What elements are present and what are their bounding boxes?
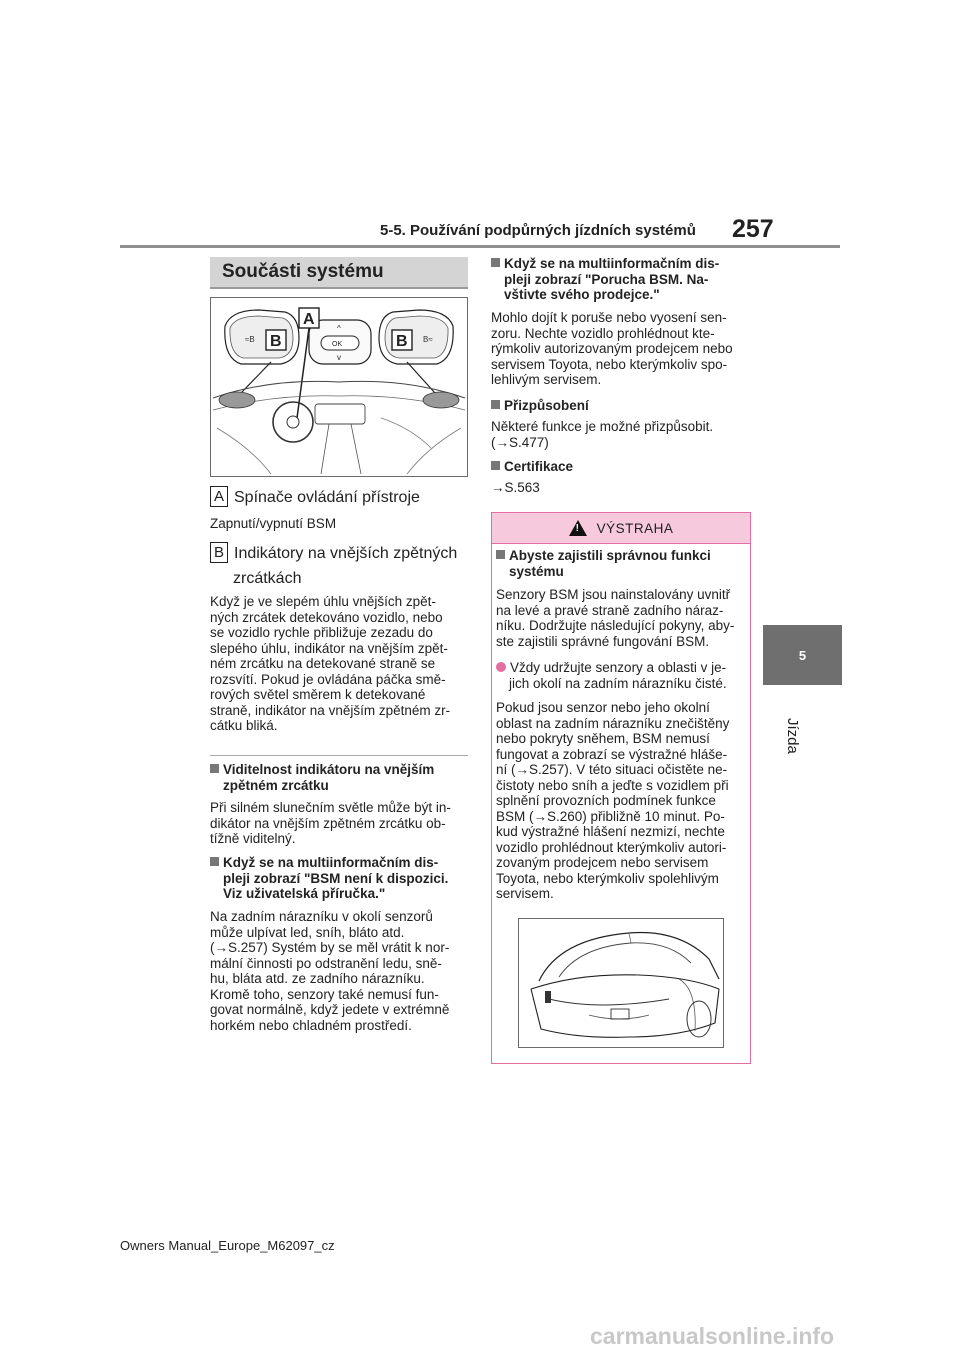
chapter-number: 5 bbox=[798, 647, 807, 663]
svg-text:B≈: B≈ bbox=[423, 335, 433, 344]
note-certification-text: →S.563 bbox=[491, 480, 540, 495]
square-bullet-icon bbox=[210, 764, 219, 773]
item-a-title bbox=[210, 486, 420, 510]
square-bullet-icon bbox=[210, 857, 219, 866]
note-bsm-unavailable-head: Když se na multiinformačním dis- pleji zobrazí "BSM není k dispozici. Viz uživatelská příručka." bbox=[210, 855, 481, 902]
item-a-text: Zapnutí/vypnutí BSM bbox=[210, 516, 337, 531]
ok-label: OK bbox=[332, 341, 343, 348]
dashboard-illustration bbox=[211, 298, 467, 476]
page-number: 257 bbox=[732, 215, 774, 243]
label-box-a: A bbox=[210, 486, 228, 507]
car-rear-figure bbox=[518, 918, 724, 1048]
note-visibility-text: Při silném slunečním světle může být in- dikátor na vnějším zpětném zrcátku ob- tížně viditelný. bbox=[210, 800, 451, 846]
label-box-b: B bbox=[210, 542, 228, 563]
item-b-title-line1: Indikátory na vnějších zpětných bbox=[234, 545, 458, 562]
note-customization-head: Přizpůsobení bbox=[491, 398, 589, 414]
watermark-logo: carmanualsonline.info bbox=[590, 1323, 835, 1349]
header-rule bbox=[120, 245, 840, 248]
chapter-label: Jízda bbox=[784, 718, 801, 754]
item-b-text: Když je ve slepém úhlu vnějších zpět- ných zrcátek detekováno vozidlo, nebo se vozidlo rychle přibližuje zezadu do slepého úhlu, indikátor na vnějším zpět- ném zrcátku na detekované straně se rozsvítí. Pokud je ovládána páčka smě- rových světel směrem k detekované straně, indikátor na vnějším zpětném zr- cátku bliká. bbox=[210, 594, 451, 733]
note-customization-text: Některé funkce je možné přizpůsobit. (→S.477) bbox=[491, 419, 714, 450]
warning-bullet: Vždy udržujte senzory a oblasti v je- jich okolí na zadním nárazníku čisté. bbox=[496, 660, 759, 691]
warning-head: Abyste zajistili správnou funkci systému bbox=[496, 548, 759, 579]
warning-triangle-icon: ! bbox=[569, 520, 587, 536]
round-bullet-icon bbox=[496, 662, 506, 672]
figure-label-b-right: B bbox=[396, 333, 408, 350]
square-bullet-icon bbox=[491, 461, 500, 470]
warning-header bbox=[492, 513, 750, 544]
section-title: Součásti systému bbox=[210, 257, 468, 287]
svg-text:^: ^ bbox=[337, 324, 341, 333]
note-bsm-failure-text: Mohlo dojít k poruše nebo vyosení sen- zoru. Nechte vozidlo prohlédnout kte- rýmkoliv autorizovaným prodejcem nebo servisem Toyota, nebo kterýmkoliv spo- lehlivým servisem. bbox=[491, 310, 733, 387]
warning-text: Pokud jsou senzor nebo jeho okolní oblast na zadním nárazníku znečištěny nebo pokryty sněhem, BSM nemusí fungovat a zobrazí se výstražné hláše- ní (→S.257). V této situaci očistěte ne- čistoty nebo sníh a jeďte s vozidlem při splnění provozních podmínek funkce BSM (→S.260) přibližně 10 minut. Po- kud výstražné hlášení nezmizí, nechte vozidlo prohlédnout kterýmkoliv autori- zovaným prodejcem nebo servisem Toyota, nebo kterýmkoliv spolehlivým servisem. bbox=[496, 700, 730, 901]
divider bbox=[210, 755, 468, 756]
square-bullet-icon bbox=[491, 400, 500, 409]
section-header: 5-5. Používání podpůrných jízdních systémů bbox=[380, 222, 696, 239]
square-bullet-icon bbox=[496, 550, 505, 559]
warning-intro: Senzory BSM jsou nainstalovány uvnitř na levé a pravé straně zadního náraz- níku. Dodržujte následující pokyny, aby- ste zajistili správné fungování BSM. bbox=[496, 587, 735, 649]
item-a-title-text: Spínače ovládání přístroje bbox=[234, 489, 420, 506]
figure-label-a: A bbox=[303, 311, 315, 328]
square-bullet-icon bbox=[491, 258, 500, 267]
dashboard-figure bbox=[210, 297, 468, 477]
note-visibility-head: Viditelnost indikátoru na vnějším zpětném zrcátku bbox=[210, 762, 481, 793]
note-bsm-failure-head: Když se na multiinformačním dis- pleji zobrazí "Porucha BSM. Na- vštivte svého prodejce." bbox=[491, 256, 764, 303]
footer-text: Owners Manual_Europe_M62097_cz bbox=[120, 1238, 335, 1253]
warning-title: VÝSTRAHA bbox=[596, 520, 674, 536]
note-bsm-unavailable-text: Na zadním nárazníku v okolí senzorů může ulpívat led, sníh, bláto atd. (→S.257) Systém by se měl vrátit k nor- mální činnosti po odstranění ledu, sně- hu, bláta atd. ze zadního nárazníku. Kromě toho, senzory také nemusí fun- govat normálně, když jedete v extrémně horkém nebo chladném prostředí. bbox=[210, 909, 450, 1033]
chapter-tab[interactable] bbox=[763, 625, 842, 685]
item-b-title-line2: zrcátkách bbox=[233, 570, 302, 587]
item-b-title bbox=[210, 542, 457, 566]
svg-text:≈B: ≈B bbox=[245, 335, 255, 344]
section-title-rule bbox=[210, 287, 468, 289]
figure-label-b-left: B bbox=[270, 333, 282, 350]
car-rear-illustration bbox=[519, 919, 723, 1047]
svg-text:v: v bbox=[337, 353, 341, 362]
note-certification-head: Certifikace bbox=[491, 459, 573, 475]
